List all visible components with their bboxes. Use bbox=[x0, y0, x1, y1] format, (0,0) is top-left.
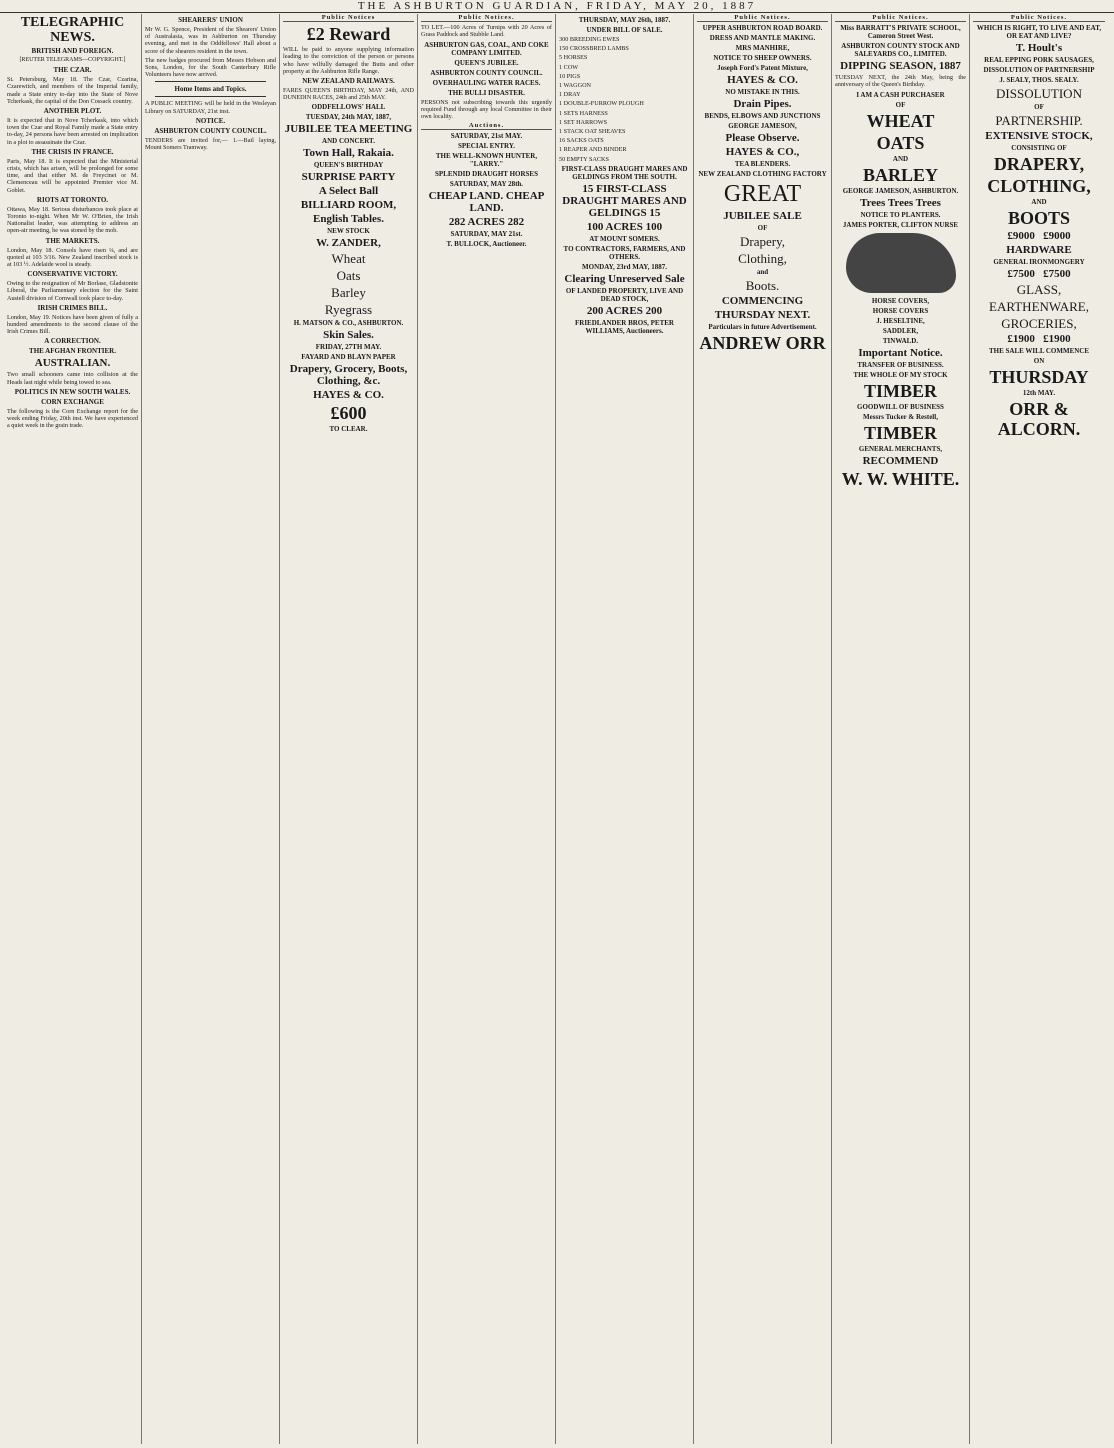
andrew-orr: ANDREW ORR bbox=[699, 333, 826, 354]
mount-somers: AT MOUNT SOMERS. bbox=[589, 234, 660, 243]
column-label: Public Notices. bbox=[697, 14, 828, 22]
amount: £7500 bbox=[1007, 268, 1035, 281]
drain-heading: Drain Pipes. bbox=[733, 98, 792, 111]
manhire-heading: MRS MANHIRE, bbox=[735, 44, 790, 53]
may-date: 12th MAY. bbox=[1022, 389, 1056, 398]
particulars-text: Particulars in future Advertisement. bbox=[708, 323, 817, 332]
list-item: 16 SACKS OATS bbox=[559, 137, 604, 145]
boots-word: Boots. bbox=[745, 278, 780, 294]
white-sig: W. W. WHITE. bbox=[841, 468, 960, 489]
goodwill-heading: GOODWILL OF BUSINESS bbox=[857, 402, 944, 411]
hayes-heading: HAYES & CO. bbox=[313, 389, 384, 402]
column-5 bbox=[556, 14, 694, 1444]
stock-list bbox=[559, 36, 690, 163]
clothing-word: Clothing, bbox=[738, 251, 787, 267]
list-item: 1 DOUBLE-FURROW PLOUGH bbox=[559, 100, 644, 108]
boots-heading: BOOTS bbox=[1007, 208, 1071, 229]
extensive-heading: EXTENSIVE STOCK, bbox=[985, 130, 1093, 143]
barley-heading: Barley bbox=[331, 285, 366, 301]
mistake-heading: NO MISTAKE IN THIS. bbox=[725, 88, 800, 97]
shearers-heading: SHEARERS' UNION bbox=[178, 16, 243, 24]
hardware-heading: HARDWARE bbox=[1006, 244, 1072, 257]
amount-row-2 bbox=[973, 268, 1105, 280]
telegraphic-title: TELEGRAPHIC NEWS. bbox=[20, 15, 125, 45]
public-meeting-text: A PUBLIC MEETING will be held in the Wesleyan Library on SATURDAY, 21st inst. bbox=[145, 100, 276, 115]
townhall-heading: Town Hall, Rakaia. bbox=[303, 147, 394, 160]
planters-heading: NOTICE TO PLANTERS. bbox=[860, 210, 941, 219]
nsw-heading: POLITICS IN NEW SOUTH WALES. bbox=[14, 387, 131, 396]
list-item: 1 STACK OAT SHEAVES bbox=[559, 128, 626, 136]
timber-heading: TIMBER bbox=[863, 380, 937, 401]
column-7 bbox=[832, 14, 970, 1444]
amount: £9000 bbox=[1043, 230, 1071, 243]
bulli-heading: THE BULLI DISASTER. bbox=[448, 88, 525, 97]
clearing-heading: Clearing Unreserved Sale bbox=[564, 272, 685, 285]
australian-heading: AUSTRALIAN. bbox=[34, 357, 111, 370]
reuter-tag: [REUTER TELEGRAMS—COPYRIGHT.] bbox=[19, 57, 126, 63]
column-8 bbox=[970, 14, 1108, 1444]
porter-heading: JAMES PORTER, CLIFTON NURSE bbox=[842, 220, 959, 229]
skin-sales: Skin Sales. bbox=[323, 329, 374, 342]
hoult-heading: T. Hoult's bbox=[1015, 42, 1063, 55]
recommend-heading: RECOMMEND bbox=[862, 454, 939, 467]
sat28-heading: SATURDAY, MAY 28th. bbox=[449, 180, 524, 189]
queens-jubilee: QUEEN'S JUBILEE. bbox=[454, 58, 519, 67]
sat25-heading: SATURDAY, MAY 21st. bbox=[450, 230, 523, 239]
ball-heading: A Select Ball bbox=[318, 185, 379, 198]
timber-heading-2: TIMBER bbox=[863, 422, 937, 443]
bulli-text: PERSONS not subscribing towards this urgently required Fund through any local Committee in their own locality. bbox=[421, 98, 552, 121]
billiard-heading: BILLIARD ROOM, bbox=[300, 199, 397, 212]
telegraphic-sub: BRITISH AND FOREIGN. bbox=[31, 47, 114, 55]
list-item: 1 WAGGON bbox=[559, 82, 592, 90]
corn-text: The following is the Corn Exchange report for the week ending Friday, 20th inst. We have experienced a quiet week in the grain trade. bbox=[7, 407, 138, 430]
oddfellows-date: TUESDAY, 24th MAY, 1887, bbox=[305, 113, 392, 122]
column-2 bbox=[142, 14, 280, 1444]
bends-heading: BENDS, ELBOWS AND JUNCTIONS bbox=[704, 112, 821, 121]
sausages-heading: REAL EPPING PORK SAUSAGES, bbox=[984, 56, 1094, 65]
english-tables: English Tables. bbox=[313, 213, 384, 226]
tea-heading: HAYES & CO., bbox=[725, 146, 800, 159]
masthead: THE ASHBURTON GUARDIAN, FRIDAY, MAY 20, 1887 bbox=[0, 0, 1114, 13]
ryegrass-heading: Ryegrass bbox=[324, 302, 373, 318]
corn-heading: CORN EXCHANGE bbox=[41, 397, 104, 406]
conservative-heading: CONSERVATIVE VICTORY. bbox=[27, 270, 118, 279]
wheat-heading: Wheat bbox=[331, 251, 366, 267]
plot-text: It is expected that in Nove Tcherkask, into which town the Czar and Royal Family made a State entry to-day, 24 persons have been arrested on implication in a plot to assassinate the Czar. bbox=[7, 117, 138, 146]
riots-text: Ottawa, May 18. Serious disturbances took place at Toronto to-night. When Mr W. O'Brien, the Irish Nationalist leader, was attempting to address an open-air meeting, he was stoned by the mob. bbox=[7, 205, 138, 235]
jubilee-heading: JUBILEE TEA MEETING bbox=[284, 123, 413, 136]
oats-heading: OATS bbox=[876, 132, 925, 153]
amount: £9000 bbox=[1007, 230, 1035, 243]
ironmongery-heading: GENERAL IRONMONGERY bbox=[993, 258, 1085, 267]
under-bill: UNDER BILL OF SALE. bbox=[586, 26, 663, 34]
notice-heading: NOTICE. bbox=[195, 116, 226, 125]
divider bbox=[155, 96, 266, 97]
friday-date: FRIDAY, 27TH MAY. bbox=[315, 343, 382, 352]
irish-heading: IRISH CRIMES BILL. bbox=[37, 303, 108, 312]
list-item: 1 REAPER AND BINDER bbox=[559, 146, 627, 154]
fayard-heading: FAYARD AND BLAYN PAPER bbox=[301, 353, 396, 362]
correction-heading: A CORRECTION. bbox=[44, 337, 101, 346]
matson-sig: H. MATSON & CO., ASHBURTON. bbox=[293, 319, 404, 328]
of-word: OF bbox=[757, 224, 768, 233]
czar-text: St. Petersburg, May 18. The Czar, Czarina, Czarewitch, and members of the Imperial family, made a State entry to-day into the State of Nove Tcherkask, the capital of the Don Cossack country. bbox=[7, 76, 138, 105]
council-heading: ASHBURTON COUNTY COUNCIL. bbox=[154, 126, 267, 135]
drapery-heading: Drapery, Grocery, Boots, Clothing, &c. bbox=[289, 363, 408, 388]
cash-heading: I AM A CASH PURCHASER bbox=[856, 90, 945, 99]
hayes-heading: HAYES & CO. bbox=[727, 74, 798, 87]
landed-heading: OF LANDED PROPERTY, LIVE AND DEAD STOCK, bbox=[565, 286, 684, 303]
czar-heading: THE CZAR. bbox=[53, 66, 92, 75]
amount: £7500 bbox=[1043, 268, 1071, 281]
riots-heading: RIOTS AT TORONTO. bbox=[36, 195, 109, 204]
and-word: AND bbox=[892, 154, 909, 163]
to-let-text: TO LET.—100 Acres of Turnips with 20 Acres of Grass Paddock and Stubble Land. bbox=[421, 24, 552, 39]
concert-heading: AND CONCERT. bbox=[322, 137, 375, 146]
horse-illustration bbox=[846, 233, 956, 293]
general-heading: GENERAL MERCHANTS, bbox=[858, 444, 943, 453]
list-item: 150 CROSSBRED LAMBS bbox=[559, 45, 629, 53]
to-clear: TO CLEAR. bbox=[329, 425, 368, 434]
column-label: Public Notices. bbox=[421, 14, 552, 22]
of-word: OF bbox=[895, 100, 906, 109]
date-heading: THURSDAY, MAY 26th, 1887. bbox=[578, 16, 671, 24]
great-heading: GREAT bbox=[723, 181, 802, 208]
nz-clothing: NEW ZEALAND CLOTHING FACTORY bbox=[698, 170, 827, 179]
amount-row-3 bbox=[973, 333, 1105, 345]
drapery-word: Drapery, bbox=[740, 234, 785, 250]
oats-heading: Oats bbox=[336, 268, 361, 284]
list-item: 1 DRAY bbox=[559, 91, 581, 99]
consisting-heading: CONSISTING OF bbox=[1011, 144, 1067, 153]
badges-text: The new badges procured from Messrs Hobson and Sons, London, for the South Canterbury Rifle Volunteers have now arrived. bbox=[145, 56, 276, 79]
of-word: OF bbox=[1034, 103, 1044, 112]
divider bbox=[155, 81, 266, 82]
drapery-heading: DRAPERY, bbox=[993, 154, 1085, 175]
transfer-heading: TRANSFER OF BUSINESS. bbox=[857, 360, 944, 369]
and-word: and bbox=[756, 268, 769, 277]
plot-heading: ANOTHER PLOT. bbox=[43, 107, 102, 116]
column-label: Public Notices. bbox=[973, 14, 1105, 22]
new-stock: NEW STOCK bbox=[327, 227, 370, 236]
list-item: 300 BREEDING EWES bbox=[559, 36, 620, 43]
jubilee-sale: JUBILEE SALE bbox=[723, 210, 802, 223]
farmers-heading: TO CONTRACTORS, FARMERS, AND OTHERS. bbox=[563, 244, 686, 261]
hunter-heading: THE WELL-KNOWN HUNTER, "LARRY." bbox=[435, 152, 538, 169]
horse-covers: HORSE COVERS, bbox=[871, 296, 930, 305]
commence-heading: THE SALE WILL COMMENCE bbox=[988, 347, 1090, 356]
list-item: 10 PIGS bbox=[559, 72, 581, 80]
acres-282: 282 ACRES 282 bbox=[448, 216, 525, 229]
sat21-heading: SATURDAY, 21st MAY. bbox=[450, 132, 523, 141]
amount: £1900 bbox=[1007, 333, 1035, 346]
conservative-text: Owing to the resignation of Mr Borlase, Gladstonite Liberal, the Parliamentary election for the Saint Austell division of Cornwall took place to-day. bbox=[7, 280, 138, 302]
clothing-heading: CLOTHING, bbox=[987, 176, 1091, 197]
auctions-label: Auctions. bbox=[421, 122, 552, 130]
which-heading: WHICH IS RIGHT, TO LIVE AND EAT, OR EAT AND LIVE? bbox=[976, 24, 1102, 41]
column-label: Public Notices bbox=[283, 14, 414, 22]
on-word: ON bbox=[1033, 357, 1045, 366]
home-items-heading: Home Items and Topics. bbox=[174, 85, 247, 94]
commencing-heading: COMMENCING bbox=[721, 295, 804, 308]
fbros-sig: FRIEDLANDER BROS, PETER WILLIAMS, Auctioneers. bbox=[575, 318, 674, 335]
trees-heading: Trees Trees Trees bbox=[860, 196, 941, 209]
cheap-land: CHEAP LAND. CHEAP LAND. bbox=[428, 190, 545, 215]
crisis-text: Paris, May 18. It is expected that the Ministerial crisis, which has arisen, will be prolonged for some time, and that either M. de Freycinet or M. Clemenceau will be appointed Premier vice M. Goblet. bbox=[7, 157, 138, 194]
thursday-heading: THURSDAY NEXT. bbox=[714, 309, 811, 322]
company-heading: ASHBURTON COUNTY STOCK AND SALEYARDS CO., LIMITED. bbox=[841, 42, 960, 59]
column-1 bbox=[4, 14, 142, 1444]
reward-heading: £2 Reward bbox=[306, 24, 391, 45]
amount-row-1 bbox=[973, 230, 1105, 242]
draught-heading: SPLENDID DRAUGHT HORSES bbox=[435, 170, 538, 179]
column-6 bbox=[694, 14, 832, 1444]
jameson-sig: GEORGE JAMESON, ASHBURTON. bbox=[842, 186, 959, 195]
surprise-heading: SURPRISE PARTY bbox=[301, 171, 396, 184]
tuesday-text: TUESDAY NEXT, the 24th May, being the anniversary of the Queen's Birthday. bbox=[835, 74, 966, 89]
bullock-sig: T. BULLOCK, Auctioneer. bbox=[446, 240, 527, 249]
thursday-heading: THURSDAY bbox=[989, 367, 1089, 388]
reward-text: WILL be paid to anyone supplying information leading to the conviction of the person or persons who have wilfully damaged the Butts and other property at the Ashburton Rifle Range. bbox=[283, 46, 414, 75]
dissolution-heading: DISSOLUTION OF PARTNERSHIP bbox=[983, 66, 1095, 75]
fifteen-heading: 15 FIRST-CLASS DRAUGHT MARES AND GELDINGS 15 bbox=[562, 182, 687, 219]
afghan-heading: THE AFGHAN FRONTIER. bbox=[29, 347, 116, 356]
wheat-heading: WHEAT bbox=[866, 110, 935, 131]
upper-board: UPPER ASHBURTON ROAD BOARD. bbox=[702, 24, 823, 33]
important-heading: Important Notice. bbox=[858, 346, 943, 359]
irish-text: London, May 19. Notices have been given of fully a hundred amendments to the second clause of the Irish Crimes Bill. bbox=[7, 313, 138, 336]
hundred-acres: 100 ACRES 100 bbox=[586, 220, 663, 233]
heseltine-heading: J. HESELTINE, bbox=[876, 316, 925, 325]
gas-heading: ASHBURTON GAS, COAL, AND COKE COMPANY LIMITED. bbox=[424, 40, 549, 57]
earthenware-heading: EARTHENWARE, bbox=[989, 299, 1089, 315]
two-hundred-acres: 200 ACRES 200 bbox=[586, 304, 663, 317]
horse-covers-2: HORSE COVERS bbox=[872, 306, 929, 315]
overhaul-heading: OVERHAULING WATER RACES. bbox=[432, 78, 541, 87]
ford-heading: Joseph Ford's Patent Mixture, bbox=[717, 64, 808, 73]
list-item: 5 HORSES bbox=[559, 54, 588, 62]
council-heading: ASHBURTON COUNTY COUNCIL. bbox=[430, 68, 543, 77]
orr-alcorn: ORR & ALCORN. bbox=[997, 399, 1081, 440]
saddler-heading: SADDLER, bbox=[882, 326, 919, 335]
jameson-sig: GEORGE JAMESON, bbox=[728, 122, 797, 131]
partnership-heading: PARTNERSHIP. bbox=[995, 113, 1083, 129]
markets-heading: THE MARKETS. bbox=[45, 236, 100, 245]
crisis-heading: THE CRISIS IN FRANCE. bbox=[31, 147, 114, 156]
columns bbox=[4, 14, 1110, 1444]
shearers-text: Mr W. G. Spence, President of the Shearers' Union of Australasia, was in Ashburton on Thursday evening, and met in the Oddfellows' Hall about a score of the shearers resident in the town. bbox=[145, 26, 276, 55]
australian-text: Two small schooners came into collision at the Heads last night while being towed to sea. bbox=[7, 371, 138, 386]
list-item: 1 SETS HARNESS bbox=[559, 109, 608, 117]
oddfellows-heading: ODDFELLOWS' HALL bbox=[311, 103, 386, 112]
and-word: AND bbox=[1031, 198, 1047, 207]
markets-text: London, May 18. Consols have risen ¼, and are quoted at 103 3/16. New Zealand inscribed stock is at 103 ½. Adelaide wool is steady. bbox=[7, 246, 138, 269]
drafts-heading: FIRST-CLASS DRAUGHT MARES AND GELDINGS FROM THE SOUTH. bbox=[561, 164, 688, 181]
tea-blenders: TEA BLENDERS. bbox=[734, 160, 791, 169]
groceries-heading: GROCERIES, bbox=[1001, 316, 1077, 332]
zander-heading: W. ZANDER, bbox=[316, 237, 381, 250]
tinwald-heading: TINWALD. bbox=[882, 336, 919, 345]
barley-heading: BARLEY bbox=[862, 164, 938, 185]
monday-heading: MONDAY, 23rd MAY, 1887. bbox=[582, 262, 667, 271]
list-item: 1 COW bbox=[559, 63, 579, 71]
barratt-heading: Miss BARRATT'S PRIVATE SCHOOL, Cameron Street West. bbox=[840, 24, 961, 41]
amount-600: £600 bbox=[330, 403, 367, 424]
list-item: 50 EMPTY SACKS bbox=[559, 155, 609, 163]
tenders-text: TENDERS are invited for,— 1.—Bail laying, Mount Somers Tramway. bbox=[145, 136, 276, 152]
column-4 bbox=[418, 14, 556, 1444]
dissolution-big: DISSOLUTION bbox=[996, 86, 1082, 102]
stock-heading: THE WHOLE OF MY STOCK bbox=[853, 370, 948, 379]
column-label: Public Notices. bbox=[835, 14, 966, 22]
column-3 bbox=[280, 14, 418, 1444]
dipping-heading: DIPPING SEASON, 1887 bbox=[840, 60, 961, 73]
sealy-sig: J. SEALY, THOS. SEALY. bbox=[999, 76, 1079, 85]
glass-heading: GLASS, bbox=[1016, 282, 1062, 298]
birthday-fares: FARES QUEEN'S BIRTHDAY, MAY 24th, AND DUNEDIN RACES, 24th and 25th MAY. bbox=[283, 87, 414, 102]
amount: £1900 bbox=[1043, 333, 1071, 346]
sheep-heading: NOTICE TO SHEEP OWNERS. bbox=[713, 54, 812, 63]
queens-birthday: QUEEN'S BIRTHDAY bbox=[313, 161, 384, 170]
nzr-heading: NEW ZEALAND RAILWAYS. bbox=[302, 77, 395, 86]
dress-heading: DRESS AND MANTLE MAKING. bbox=[709, 34, 816, 43]
list-item: 1 SET HARROWS bbox=[559, 118, 608, 126]
observe-heading: Please Observe. bbox=[725, 132, 800, 145]
tucker-heading: Messrs Tucker & Restell, bbox=[863, 412, 938, 421]
special-entry: SPECIAL ENTRY. bbox=[457, 142, 516, 151]
